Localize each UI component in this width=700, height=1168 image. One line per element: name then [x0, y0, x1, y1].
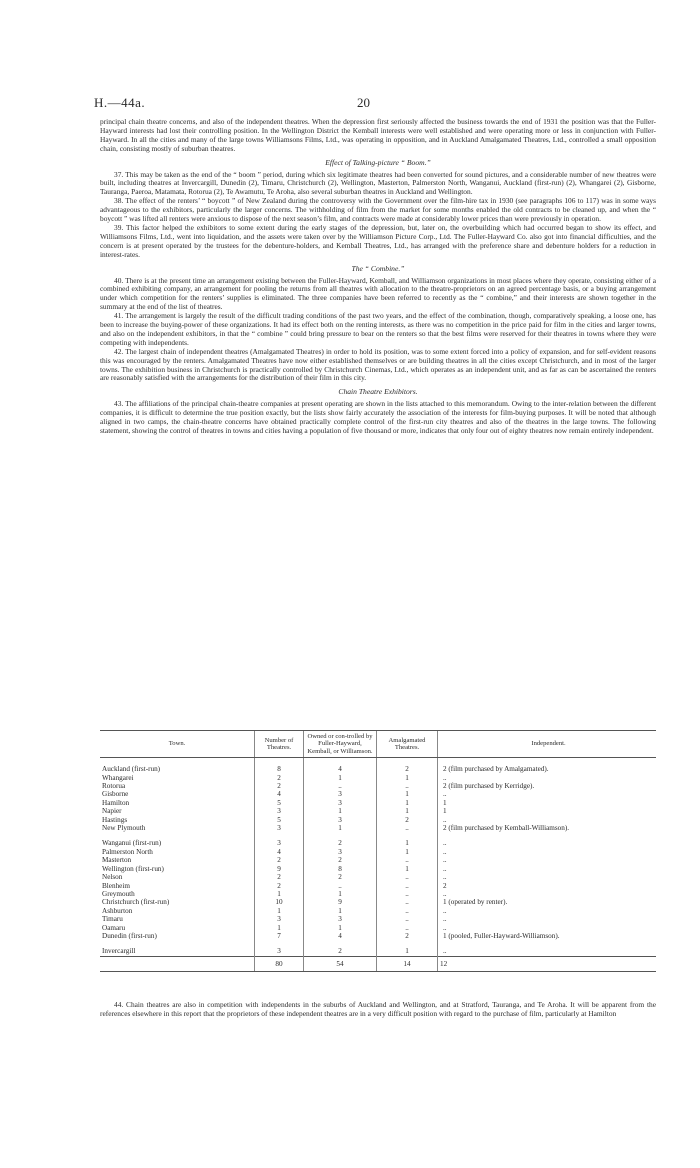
col-header-amalgamated: Amalgamated Theatres.	[377, 731, 438, 758]
town-cell: Hamilton	[102, 798, 130, 807]
independent-cell: 1	[438, 807, 657, 815]
owned-cell: ..	[304, 782, 377, 790]
table-row	[100, 839, 656, 847]
table-row	[100, 824, 656, 832]
owned-cell: 2	[304, 947, 377, 956]
owned-cell: 8	[304, 865, 377, 873]
body-text	[100, 118, 656, 436]
independent-cell: ..	[438, 890, 657, 898]
amalgamated-cell: ..	[377, 856, 438, 864]
owned-cell: 2	[304, 839, 377, 847]
owned-cell: 3	[304, 790, 377, 798]
section-heading: The “ Combine.”	[351, 263, 405, 273]
table-row	[100, 848, 656, 856]
col-header-town: Town.	[100, 731, 255, 758]
amalgamated-cell: ..	[377, 907, 438, 915]
independent-cell: ..	[438, 848, 657, 856]
table-row	[100, 932, 656, 940]
number-cell: 4	[255, 790, 304, 798]
col-header-independent: Independent.	[438, 731, 657, 758]
number-cell: 8	[255, 765, 304, 773]
table-row	[100, 898, 656, 906]
independent-cell: 2 (film purchased by Kerridge).	[438, 782, 657, 790]
totals-row	[100, 956, 656, 971]
amalgamated-cell: ..	[377, 898, 438, 906]
independent-cell: 2 (film purchased by Amalgamated).	[438, 765, 657, 773]
town-cell: Wellington (first-run)	[102, 864, 164, 873]
number-cell: 2	[255, 782, 304, 790]
town-cell: Wanganui (first-run)	[102, 839, 162, 848]
independent-cell: ..	[438, 865, 657, 873]
town-cell: Napier	[102, 807, 122, 816]
paragraph-42: 42. The largest chain of independent theatres (Amalgamated Theatres) in order to hold its position, was to some extent forced into a policy of expansion, and for self-evident reasons this was encouraged by the renters. Amalgamated Theatres have now either established themselves or are building theatres in all the cities except Christchurch, and in most of the larger towns. The exhibition business in Christchurch is practically controlled by Christchurch Cinemas, Ltd., which operates as an independent unit, and as far as can be ascertained the renters are reasonably satisfied with the arrangements for the distribution of their film in this city.	[100, 346, 656, 383]
col-header-owned: Owned or con-trolled by Fuller-Hayward, Kemball, or Williamson.	[304, 731, 377, 758]
spacer-cell	[377, 832, 438, 839]
series-reference: H.—44a.	[94, 95, 146, 110]
closing-text	[100, 1001, 656, 1019]
town-cell: Palmerston North	[102, 847, 153, 856]
total-independent: 12	[438, 956, 657, 971]
totals-label-cell	[100, 956, 255, 971]
independent-cell: ..	[438, 907, 657, 915]
town-cell: Invercargill	[102, 947, 136, 956]
owned-cell: 1	[304, 774, 377, 782]
independent-cell: 1	[438, 799, 657, 807]
amalgamated-cell: 1	[377, 774, 438, 782]
town-cell: Blenheim	[102, 881, 130, 890]
number-cell: 3	[255, 807, 304, 815]
amalgamated-cell: ..	[377, 824, 438, 832]
group-spacer	[100, 758, 656, 766]
number-cell: 2	[255, 856, 304, 864]
amalgamated-cell: ..	[377, 924, 438, 932]
paragraph-37: 37. This may be taken as the end of the “ boom ” period, during which six legitimate theatres had been converted for sound pictures, and a considerable number of new theatres were built, including theatres at Invercargill, Dunedin (2), Timaru, Christchurch (2), Wellington, Masterton, Palmerston North, Wanganui, Auckland (first-run) (2), Whangarei (2), Gisborne, Tauranga, Paeroa, Matamata, Rotorua (2), Te Awamutu, Te Aroha, also several suburban theatres in Auckland and Wellington.	[100, 169, 656, 197]
number-cell: 2	[255, 774, 304, 782]
amalgamated-cell: 1	[377, 848, 438, 856]
owned-cell: 3	[304, 816, 377, 824]
paragraph-41: 41. The arrangement is largely the result of the difficult trading conditions of the past two years, and the effect of the combination, though, comparatively speaking, a loose one, has been to increase the buying-power of these organizations. It had its effect both on the renting interests, as there was no competition in the price paid for film in the cities and larger towns, and also on the independent exhibitors, in that the “ combine ” could bring pressure to bear on the renters so that the best films were reserved for their theatres in towns where they were competing with independents.	[100, 311, 656, 347]
town-cell: Whangarei	[102, 773, 134, 782]
amalgamated-cell: ..	[377, 873, 438, 881]
owned-cell: 1	[304, 807, 377, 815]
total-amalgamated: 14	[377, 956, 438, 971]
town-cell: Auckland (first-run)	[102, 765, 161, 774]
town-cell: Masterton	[102, 856, 132, 865]
table-row	[100, 782, 656, 790]
spacer-cell	[100, 758, 255, 766]
table-row	[100, 915, 656, 923]
amalgamated-cell: 1	[377, 790, 438, 798]
owned-cell: 2	[304, 873, 377, 881]
town-cell: Greymouth	[102, 889, 135, 898]
total-number: 80	[255, 956, 304, 971]
amalgamated-cell: ..	[377, 915, 438, 923]
total-owned: 54	[304, 956, 377, 971]
table-row	[100, 807, 656, 815]
number-cell: 4	[255, 848, 304, 856]
amalgamated-cell: 1	[377, 839, 438, 847]
town-cell: Timaru	[102, 915, 123, 924]
spacer-cell	[438, 940, 657, 947]
table-row	[100, 947, 656, 956]
spacer-cell	[304, 832, 377, 839]
amalgamated-cell: 1	[377, 799, 438, 807]
table-row	[100, 856, 656, 864]
table-row	[100, 882, 656, 890]
number-cell: 3	[255, 839, 304, 847]
amalgamated-cell: ..	[377, 782, 438, 790]
table-row	[100, 816, 656, 824]
independent-cell: ..	[438, 856, 657, 864]
table-row	[100, 890, 656, 898]
owned-cell: 4	[304, 932, 377, 940]
town-cell: New Plymouth	[102, 824, 146, 833]
amalgamated-cell: 1	[377, 865, 438, 873]
table-row	[100, 865, 656, 873]
group-spacer	[100, 832, 656, 839]
spacer-cell	[304, 940, 377, 947]
amalgamated-cell: ..	[377, 882, 438, 890]
owned-cell: 3	[304, 848, 377, 856]
independent-cell: 1 (operated by renter).	[438, 898, 657, 906]
number-cell: 5	[255, 799, 304, 807]
paragraph-44: 44. Chain theatres are also in competition with independents in the suburbs of Auckland and Wellington, and at Stratford, Tauranga, and Te Aroha. It will be apparent from the references elsewhere in this report that the proprietors of these independent theatres are in a very difficult position with regard to the purchase of film, particularly at Hamilton	[100, 1000, 656, 1018]
section-heading: Chain Theatre Exhibitors.	[338, 387, 418, 397]
independent-cell: ..	[438, 790, 657, 798]
town-cell: Dunedin (first-run)	[102, 931, 157, 940]
amalgamated-cell: 2	[377, 765, 438, 773]
table-row	[100, 924, 656, 932]
spacer-cell	[377, 940, 438, 947]
table-body	[100, 758, 656, 972]
amalgamated-cell: 1	[377, 947, 438, 956]
theatre-control-table	[100, 730, 656, 972]
independent-cell: ..	[438, 924, 657, 932]
independent-cell: ..	[438, 873, 657, 881]
number-cell: 3	[255, 824, 304, 832]
page-number: 20	[357, 95, 370, 110]
table-row	[100, 873, 656, 881]
independent-cell: ..	[438, 839, 657, 847]
owned-cell: ..	[304, 882, 377, 890]
owned-cell: 3	[304, 799, 377, 807]
spacer-cell	[438, 758, 657, 766]
paragraph-43: 43. The affiliations of the principal chain-theatre companies at present operating are shown in the lists attached to this memorandum. Owing to the inter-relation between the different companies, it is difficult to determine the true position exactly, but the lists show fairly accurately the association of the interests for film-buying purposes. It will be noted that although aligned in two camps, the chain-theatre concerns have obtained practically complete control of the first-run city theatres and also of the theatres in the large towns. The following statement, showing the control of theatres in towns and cities having a population of five thousand or more, indicates that only four out of eighty theatres now remain entirely independent.	[100, 399, 656, 435]
spacer-cell	[255, 832, 304, 839]
amalgamated-cell: 2	[377, 816, 438, 824]
town-cell: Gisborne	[102, 790, 129, 799]
town-cell: Ashburton	[102, 906, 133, 915]
paragraph-40: 40. There is at the present time an arrangement existing between the Fuller-Hayward, Kemball, and Williamson organizations in most places where they operate, consisting either of a combined exhibiting company, an arrangement for pooling the returns from all theatres with allocation to the theatre-proprietors on an agreed percentage basis, or a buying arrangement under which competition for the renters’ supplies is eliminated. The three companies have been referred to recently as the “ combine,” and their interests are shown together in the summary at the end of the list of theatres.	[100, 275, 656, 312]
owned-cell: 4	[304, 765, 377, 773]
number-cell: 2	[255, 882, 304, 890]
table-row	[100, 907, 656, 915]
number-cell: 2	[255, 873, 304, 881]
spacer-cell	[100, 940, 255, 947]
number-cell: 7	[255, 932, 304, 940]
number-cell: 3	[255, 915, 304, 923]
owned-cell: 2	[304, 856, 377, 864]
spacer-cell	[255, 758, 304, 766]
spacer-cell	[377, 758, 438, 766]
town-cell: Rotorua	[102, 782, 126, 791]
table-row	[100, 790, 656, 798]
independent-cell: ..	[438, 947, 657, 956]
owned-cell: 1	[304, 824, 377, 832]
amalgamated-cell: ..	[377, 890, 438, 898]
group-spacer	[100, 940, 656, 947]
number-cell: 5	[255, 816, 304, 824]
number-cell: 10	[255, 898, 304, 906]
table-row	[100, 774, 656, 782]
number-cell: 1	[255, 907, 304, 915]
owned-cell: 1	[304, 907, 377, 915]
independent-cell: 2	[438, 882, 657, 890]
spacer-cell	[100, 832, 255, 839]
number-cell: 9	[255, 865, 304, 873]
amalgamated-cell: 1	[377, 807, 438, 815]
number-cell: 1	[255, 890, 304, 898]
paragraph: principal chain theatre concerns, and also of the independent theatres. When the depression first seriously affected the business towards the end of 1931 the position was that the Fuller-Hayward interests had lost their controlling position. In the Wellington District the Kemball interests were well established and were operating more or less in conjunction with Fuller-Hayward. In all the cities and many of the large towns Williamsons Films, Ltd., was operating in opposition, and in Auckland Amalgamated Theatres, Ltd., controlled a small opposition chain, consisting mostly of suburban theatres.	[100, 117, 656, 153]
col-header-number: Number of Theatres.	[255, 731, 304, 758]
town-cell: Christchurch (first-run)	[102, 898, 170, 907]
owned-cell: 9	[304, 898, 377, 906]
table-row	[100, 765, 656, 773]
independent-cell: ..	[438, 915, 657, 923]
owned-cell: 1	[304, 924, 377, 932]
number-cell: 3	[255, 947, 304, 956]
independent-cell: 2 (film purchased by Kemball-Williamson).	[438, 824, 657, 832]
paragraph-39: 39. This factor helped the exhibitors to some extent during the early stages of the depression, but, later on, the overbuilding which had occurred began to show its effect, and Williamsons Films, Ltd., went into liquidation, and the assets were taken over by the Williamson Picture Corp., Ltd. The Fuller-Hayward Co. also got into financial difficulties, and the concern is at present operated by the trustees for the debenture-holders, and Kemball Theatres, Ltd., has arranged with the preference share and debenture holders for a reduction in interest-rates.	[100, 222, 656, 259]
independent-cell: ..	[438, 774, 657, 782]
town-cell: Oamaru	[102, 923, 126, 932]
spacer-cell	[304, 758, 377, 766]
table-header-row	[100, 731, 656, 758]
table-row	[100, 799, 656, 807]
number-cell: 1	[255, 924, 304, 932]
independent-cell: 1 (pooled, Fuller-Hayward-Williamson).	[438, 932, 657, 940]
section-heading: Effect of Talking-picture “ Boom.”	[325, 157, 431, 167]
spacer-cell	[438, 832, 657, 839]
town-cell: Nelson	[102, 873, 123, 882]
paragraph-38: 38. The effect of the renters’ “ boycott ” of New Zealand during the controversy with the Government over the film-hire tax in 1930 (see paragraphs 106 to 117) was in some ways advantageous to the exhibitors, particularly the larger concerns. The withholding of film from the market for some months enabled the old contracts to be cleaned up, and when the “ boycott ” was lifted all renters were anxious to dispose of the next season’s film, and contracts were made at considerably lower prices than were previously in operation.	[100, 196, 656, 224]
owned-cell: 3	[304, 915, 377, 923]
owned-cell: 1	[304, 890, 377, 898]
spacer-cell	[255, 940, 304, 947]
independent-cell: ..	[438, 816, 657, 824]
amalgamated-cell: 2	[377, 932, 438, 940]
town-cell: Hastings	[102, 815, 128, 824]
